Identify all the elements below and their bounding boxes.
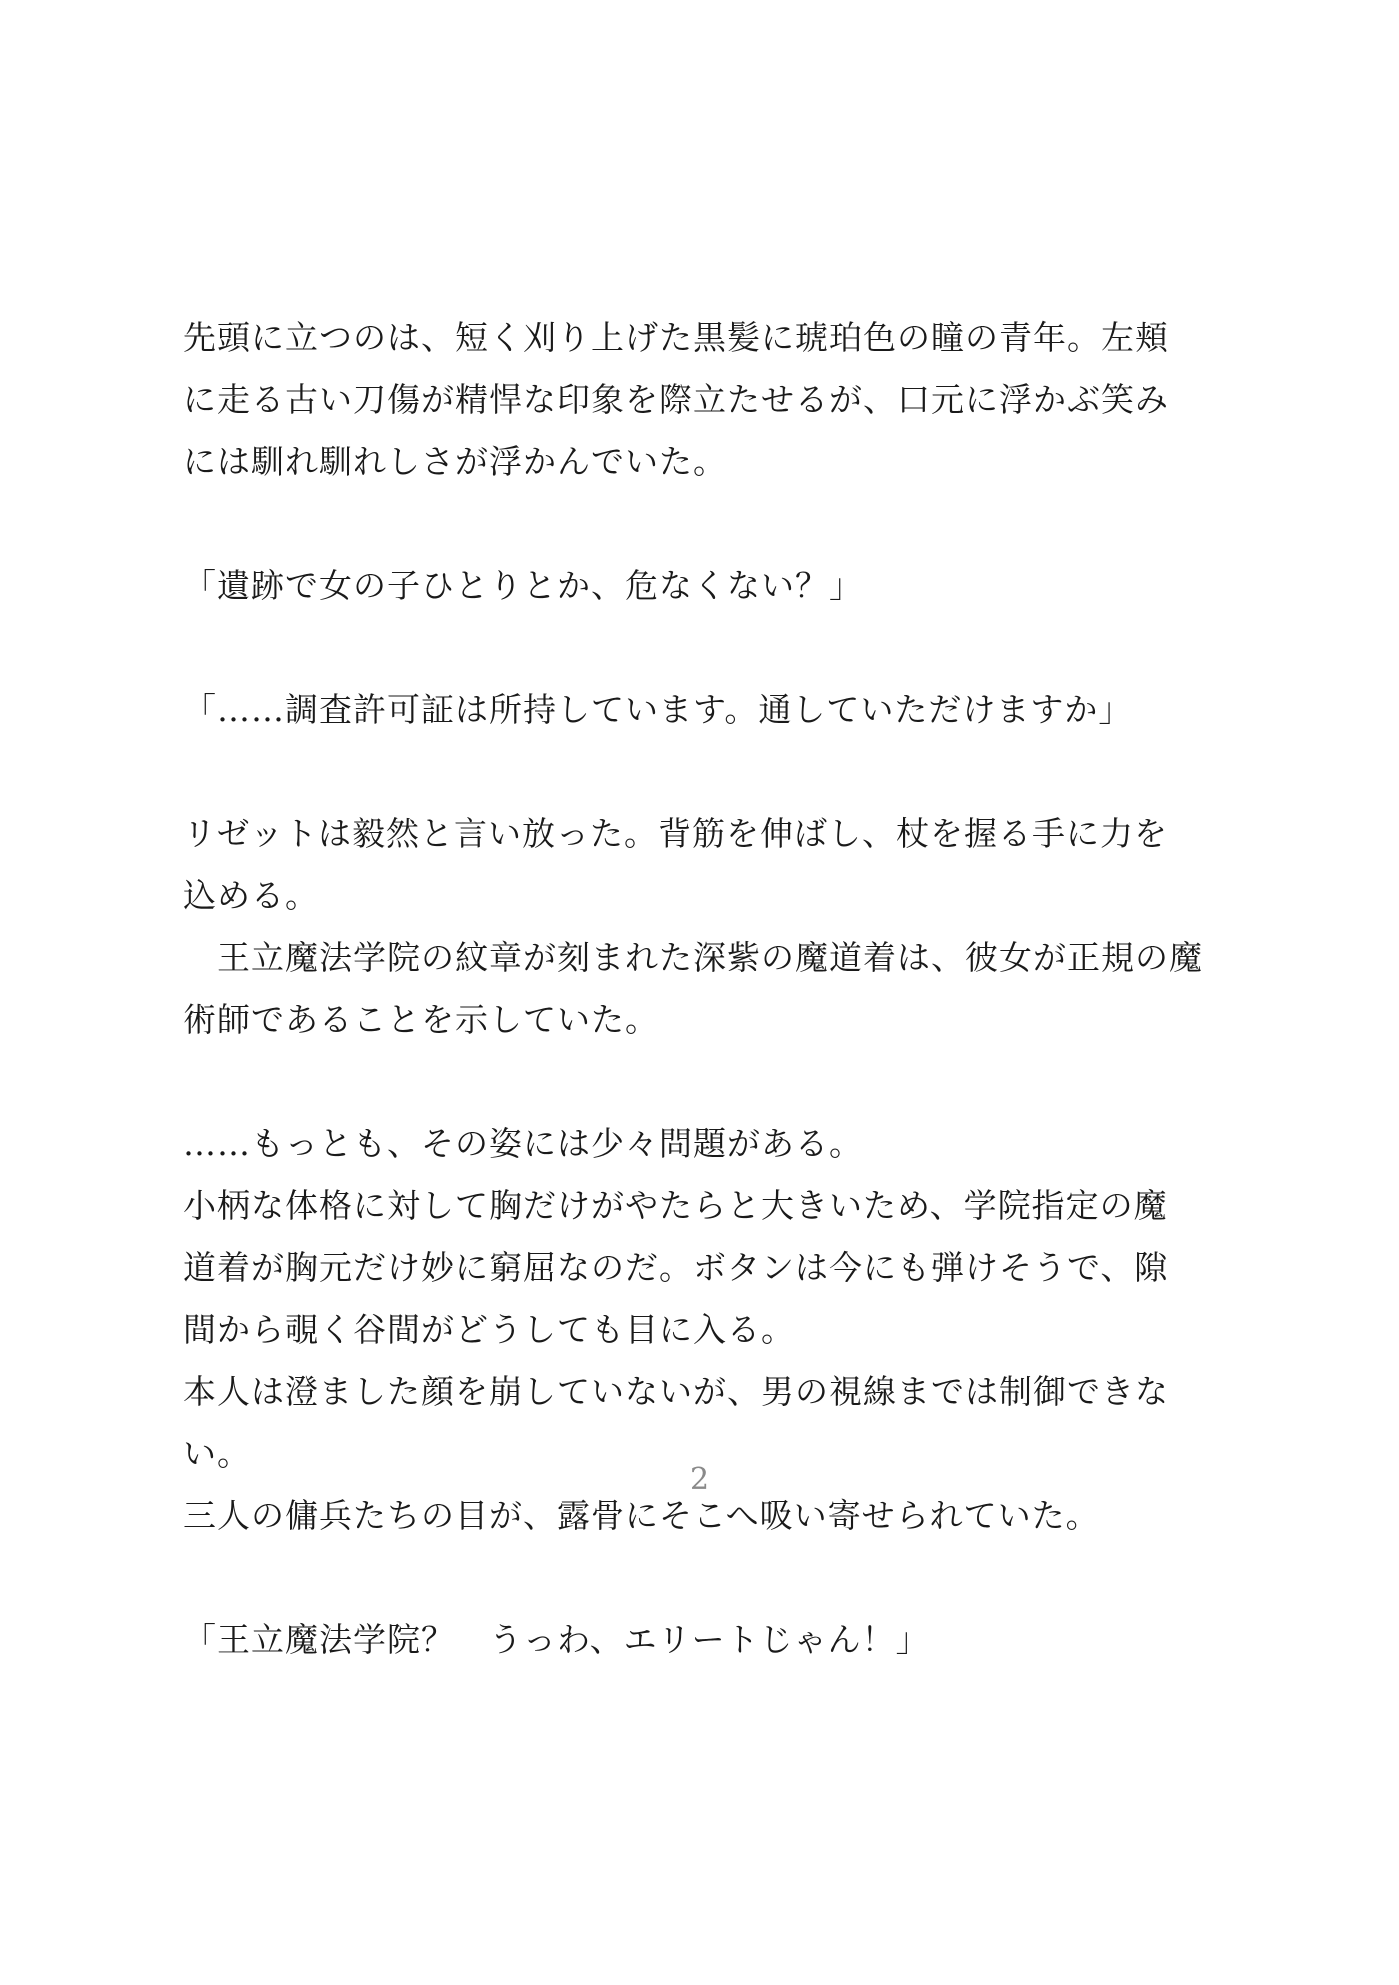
text-line: ……もっとも、その姿には少々問題がある。	[183, 1124, 863, 1163]
text-line: には馴れ馴れしさが浮かんでいた。	[183, 442, 727, 481]
blank-line	[183, 1051, 1223, 1113]
dialogue-line: 「……調査許可証は所持しています。通していただけますか」	[183, 690, 1133, 729]
page-number: 2	[689, 1462, 710, 1497]
text-line: 道着が胸元だけ妙に窮屈なのだ。ボタンは今にも弾けそうで、隙	[183, 1248, 1169, 1287]
text-line: 本人は澄ました顔を崩していないが、男の視線までは制御できな	[183, 1372, 1169, 1411]
text-line: 込める。	[183, 876, 319, 915]
blank-line	[183, 1547, 1223, 1609]
blank-line	[183, 741, 1223, 803]
dialogue-line: 「王立魔法学院？ うっわ、エリートじゃん！」	[183, 1620, 930, 1659]
text-line: リゼットは毅然と言い放った。背筋を伸ばし、杖を握る手に力を	[183, 814, 1169, 853]
text-line: 王立魔法学院の紋章が刻まれた深紫の魔道着は、彼女が正規の魔	[183, 938, 1203, 977]
text-line: 先頭に立つのは、短く刈り上げた黒髪に琥珀色の瞳の青年。左頬	[183, 318, 1169, 357]
text-line: い。	[183, 1434, 251, 1473]
blank-line	[183, 493, 1223, 555]
text-line: 小柄な体格に対して胸だけがやたらと大きいため、学院指定の魔	[183, 1186, 1168, 1225]
text-line: 術師であることを示していた。	[183, 1000, 659, 1039]
blank-line	[183, 617, 1223, 679]
dialogue-line: 「遺跡で女の子ひとりとか、危なくない？」	[183, 566, 863, 605]
text-line: 三人の傭兵たちの目が、露骨にそこへ吸い寄せられていた。	[183, 1496, 1100, 1535]
text-line: に走る古い刀傷が精悍な印象を際立たせるが、口元に浮かぶ笑み	[183, 380, 1169, 419]
text-line: 間から覗く谷間がどうしても目に入る。	[183, 1310, 795, 1349]
